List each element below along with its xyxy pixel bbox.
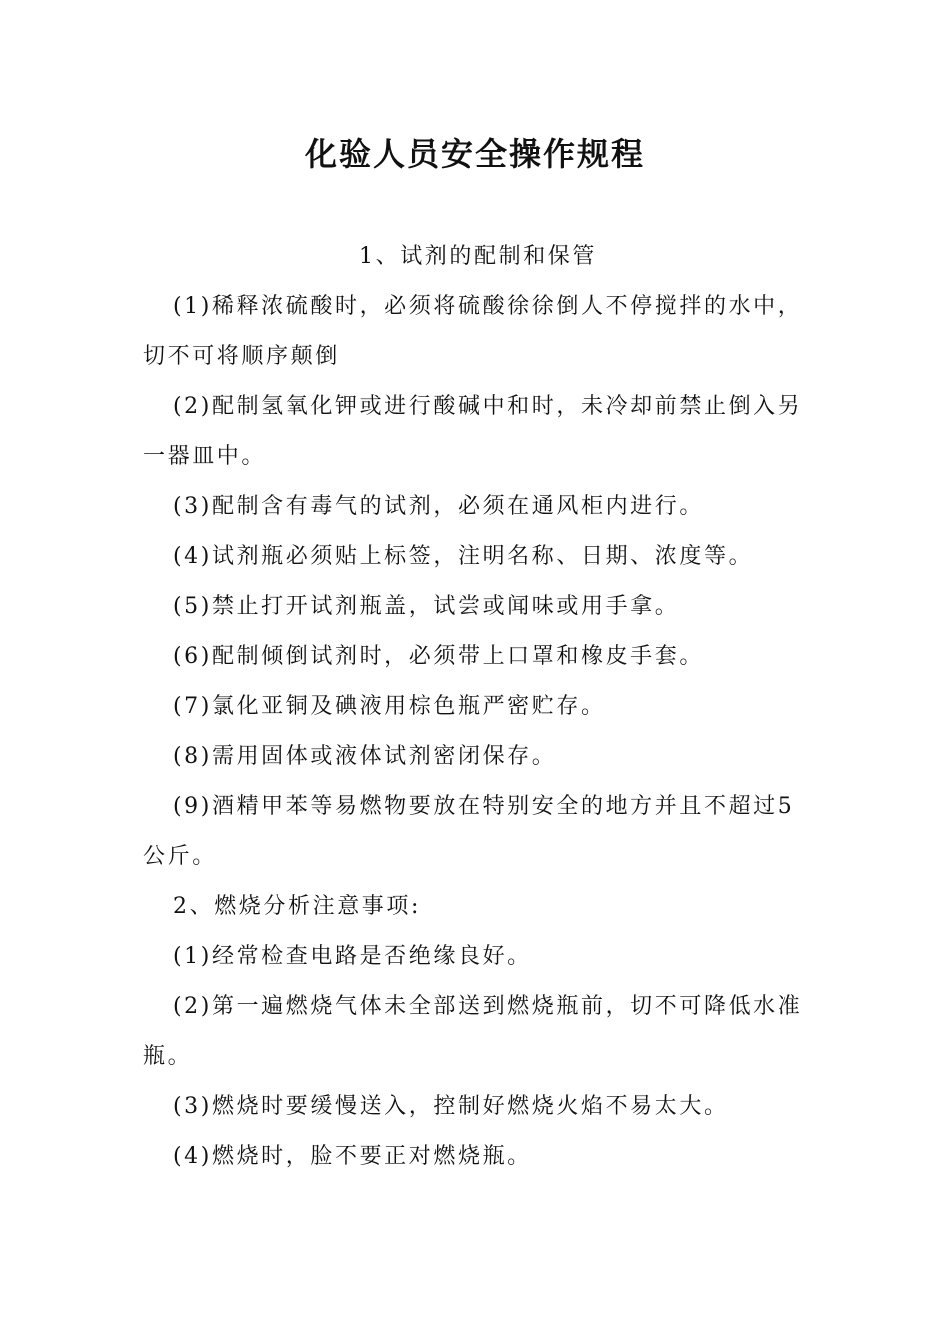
section-1-item-3: (3)配制含有毒气的试剂，必须在通风柜内进行。 [173,494,704,519]
section-2-item-3: (3)燃烧时要缓慢送入，控制好燃烧火焰不易太大。 [173,1094,729,1119]
section-2-item-1: (1)经常检查电路是否绝缘良好。 [173,944,532,969]
document-body [143,232,813,1182]
section-1-item-9: (9)酒精甲苯等易燃物要放在特别安全的地方并且不超过5公斤。 [143,794,795,869]
section-2-heading: 2、燃烧分析注意事项: [173,894,422,919]
section-1-item-2: (2)配制氢氧化钾或进行酸碱中和时，未冷却前禁止倒入另一器皿中。 [143,394,803,469]
section-1-heading: 1、试剂的配制和保管 [359,244,597,269]
section-1-item-4: (4)试剂瓶必须贴上标签，注明名称、日期、浓度等。 [173,544,754,569]
section-1-item-1: (1)稀释浓硫酸时，必须将硫酸徐徐倒人不停搅拌的水中，切不可将顺序颠倒 [143,294,803,369]
section-1-item-5: (5)禁止打开试剂瓶盖，试尝或闻味或用手拿。 [173,594,680,619]
section-2-item-4: (4)燃烧时，脸不要正对燃烧瓶。 [173,1144,532,1169]
section-1-item-8: (8)需用固体或液体试剂密闭保存。 [173,744,557,769]
section-1-item-7: (7)氯化亚铜及碘液用棕色瓶严密贮存。 [173,694,606,719]
section-1-item-6: (6)配制倾倒试剂时，必须带上口罩和橡皮手套。 [173,644,704,669]
document-title: 化验人员安全操作规程 [304,135,645,173]
section-2-item-2: (2)第一遍燃烧气体未全部送到燃烧瓶前，切不可降低水准瓶。 [143,994,803,1069]
